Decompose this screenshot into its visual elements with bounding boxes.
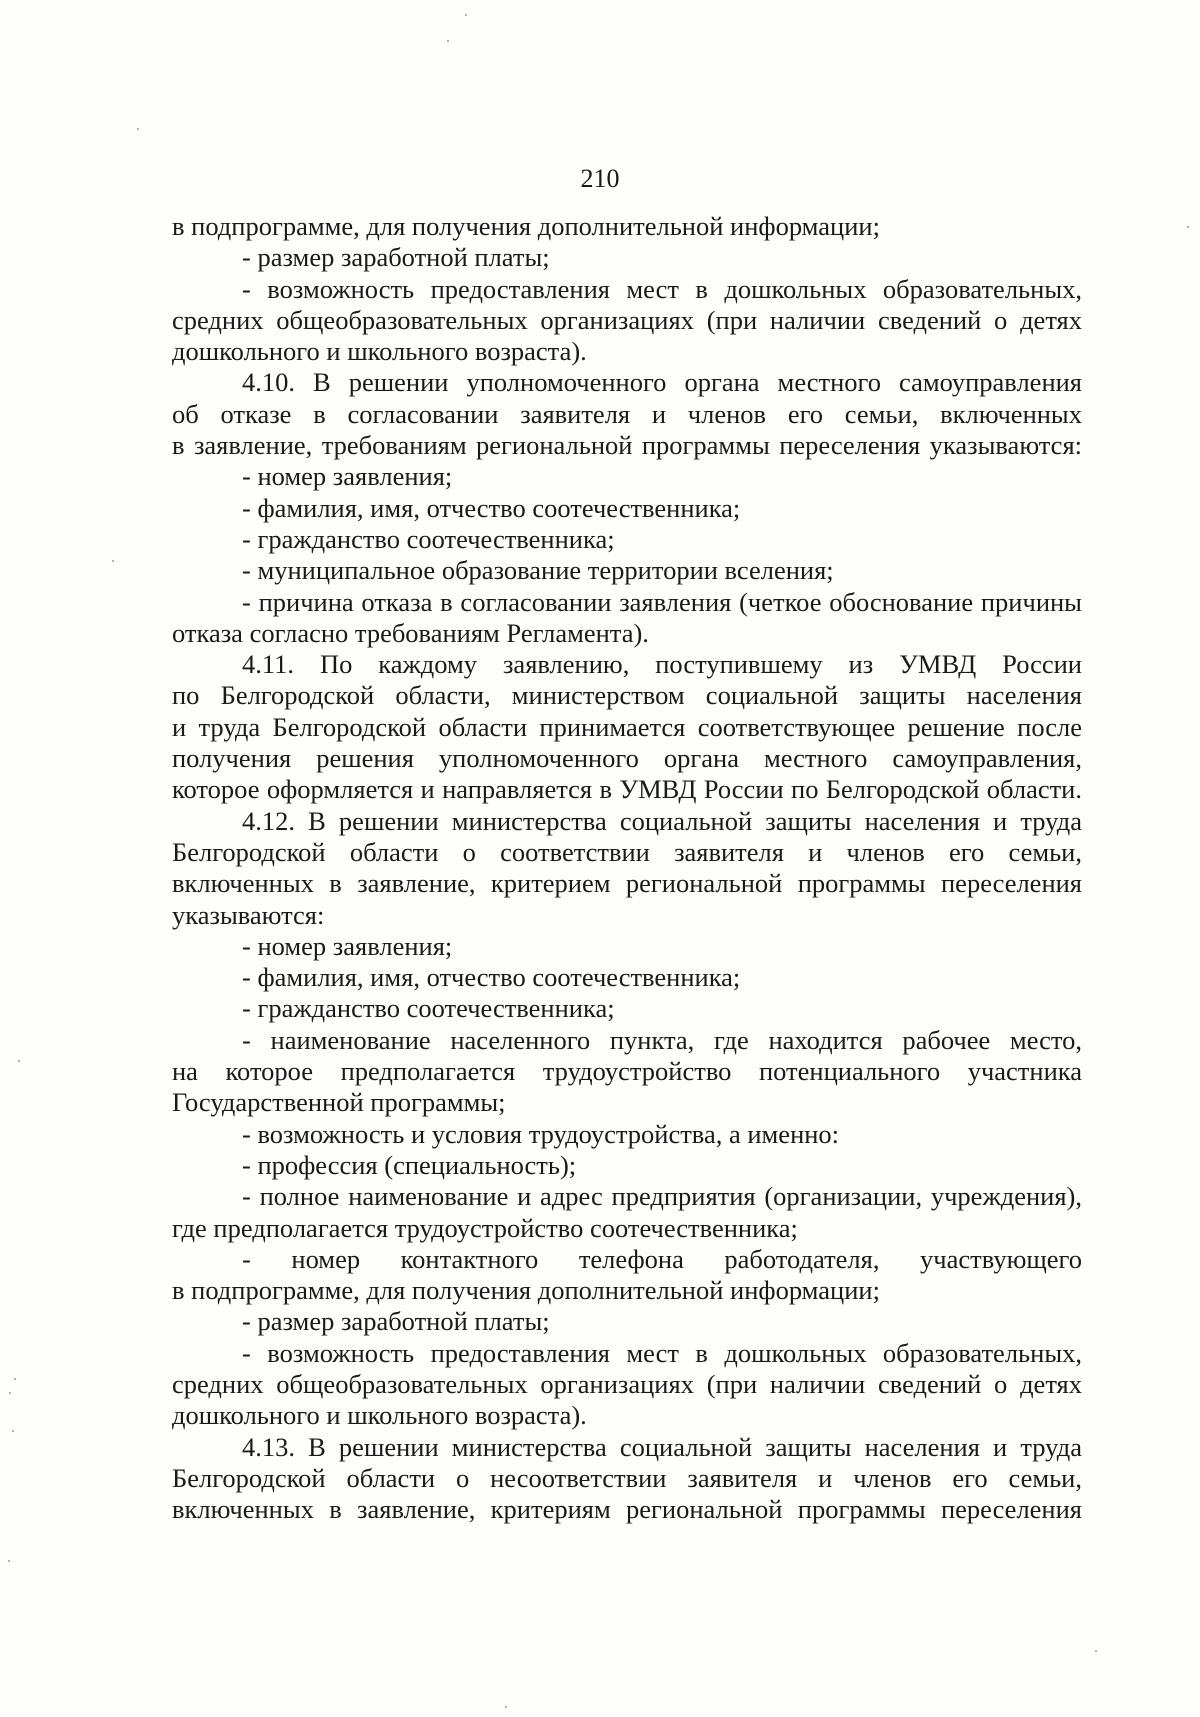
text-line: - номер заявления;: [242, 930, 453, 961]
text-line: - профессия (специальность);: [242, 1149, 577, 1180]
text-line: Белгородской области о несоответствии заявителя и членов его семьи,: [172, 1462, 1082, 1493]
text-line: и труда Белгородской области принимается соответствующее решение после: [172, 711, 1082, 742]
text-line: где предполагается трудоустройство соотечественника;: [172, 1212, 798, 1243]
text-line: включенных в заявление, критериям региональной программы переселения: [172, 1494, 1082, 1525]
text-line: указываются:: [172, 899, 325, 930]
text-line: - гражданство соотечественника;: [242, 993, 615, 1024]
text-line: - номер контактного телефона работодателя, участвующего: [242, 1243, 1082, 1274]
text-line: 4.10. В решении уполномоченного органа местного самоуправления: [242, 367, 1082, 398]
text-line: отказа согласно требованиям Регламента).: [172, 617, 649, 648]
body-text: [172, 211, 1082, 1525]
text-line: средних общеобразовательных организациях (при наличии сведений о детях: [172, 1368, 1082, 1399]
text-line: на которое предполагается трудоустройство потенциального участника: [172, 1056, 1082, 1087]
text-line: 4.12. В решении министерства социальной защиты населения и труда: [242, 805, 1082, 836]
text-line: в подпрограмме, для получения дополнительной информации;: [172, 1275, 880, 1306]
scan-speck: [465, 14, 467, 16]
text-line: - муниципальное образование территории вселения;: [242, 555, 834, 586]
text-line: - размер заработной платы;: [242, 1306, 550, 1337]
scan-speck: [1187, 226, 1189, 228]
text-line: включенных в заявление, критерием региональной программы переселения: [172, 868, 1082, 899]
scan-speck: [1095, 1650, 1097, 1652]
scan-speck: [18, 1060, 20, 1062]
page-number: 210: [580, 164, 620, 193]
text-line: по Белгородской области, министерством социальной защиты населения: [172, 680, 1082, 711]
text-line: - возможность и условия трудоустройства, а именно:: [242, 1118, 840, 1149]
text-line: - фамилия, имя, отчество соотечественника;: [242, 492, 741, 523]
text-line: получения решения уполномоченного органа местного самоуправления,: [172, 743, 1082, 774]
scan-speck: [447, 40, 449, 42]
text-line: об отказе в согласовании заявителя и членов его семьи, включенных: [172, 398, 1082, 429]
text-line: дошкольного и школьного возраста).: [172, 1400, 587, 1431]
text-line: - номер заявления;: [242, 461, 453, 492]
text-line: средних общеобразовательных организациях (при наличии сведений о детях: [172, 304, 1082, 335]
text-line: - возможность предоставления мест в дошкольных образовательных,: [242, 273, 1082, 304]
text-line: дошкольного и школьного возраста).: [172, 336, 587, 367]
text-line: в подпрограмме, для получения дополнительной информации;: [172, 211, 880, 241]
scan-speck: [112, 560, 114, 562]
text-line: Государственной программы;: [172, 1087, 506, 1118]
text-line: - размер заработной платы;: [242, 242, 550, 273]
text-line: Белгородской области о соответствии заявителя и членов его семьи,: [172, 836, 1082, 867]
scan-speck: [137, 128, 139, 130]
text-line: - наименование населенного пункта, где находится рабочее место,: [242, 1024, 1082, 1055]
text-line: - возможность предоставления мест в дошкольных образовательных,: [242, 1337, 1082, 1368]
text-line: 4.11. По каждому заявлению, поступившему из УМВД России: [242, 649, 1082, 680]
text-line: - причина отказа в согласовании заявления (четкое обоснование причины: [242, 586, 1082, 617]
text-line: - фамилия, имя, отчество соотечественника;: [242, 962, 741, 993]
text-line: которое оформляется и направляется в УМВД России по Белгородской области.: [172, 774, 1082, 805]
text-line: в заявление, требованиям региональной программы переселения указываются:: [172, 430, 1082, 461]
text-line: - гражданство соотечественника;: [242, 523, 615, 554]
scan-speck: [12, 1430, 14, 1432]
text-line: 4.13. В решении министерства социальной защиты населения и труда: [242, 1431, 1082, 1462]
scan-speck: [9, 1392, 11, 1394]
scan-speck: [505, 1706, 507, 1708]
text-line: - полное наименование и адрес предприятия (организации, учреждения),: [242, 1181, 1082, 1212]
scan-speck: [14, 1378, 16, 1380]
scan-speck: [8, 1560, 10, 1562]
